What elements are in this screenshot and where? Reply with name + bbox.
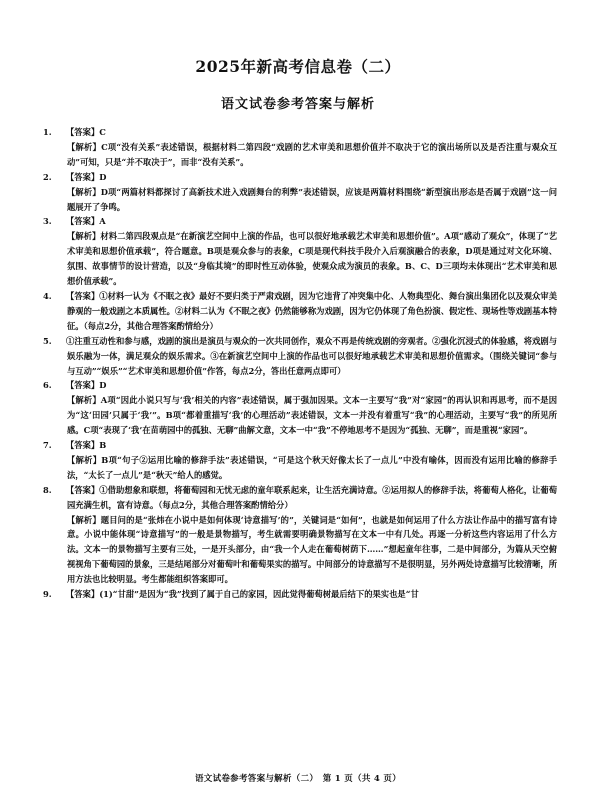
item-8-answer [43,483,557,513]
item-6-answer [43,378,557,393]
item-4-answer-text: 【答案】①材料一认为《不眠之夜》最好不要归类于严肃戏剧，因为它违背了冲突集中化、人物典型化、舞台演出集团化以及观众审美静观的一般戏剧之本质属性。②材料二认为《不眠之夜》仍然能够称为戏剧，因为它仍体现了角色扮演、假定性、现场性等戏剧基本特征。（每点2分，其他合理答案酌情给分） [66,290,557,331]
document-title: 2025年新高考信息卷（二） [195,57,401,76]
item-4-number: 4. [43,290,52,301]
item-3-analysis: 【解析】材料二第四段观点是“在新演艺空间中上演的作品，也可以很好地承载艺术审美和思想价值”。A项“感动了观众”，体现了“艺术审美和思想价值承载”，符合题意。B项是观众参与的表象，C项是现代科技手段介入后观演融合的表象，D项是通过对文化环境、氛围、故事情节的设计营造，以及“身临其境”的即时性互动体验，使观众成为演员的表象。B、C、D三项均未体现出“艺术审美和思想价值承载”。 [67,231,557,287]
item-3-answer [43,214,557,229]
item-7-number: 7. [43,440,52,451]
document-subtitle: 语文试卷参考答案与解析 [220,97,375,112]
item-3-number: 3. [43,216,52,227]
page-footer: 语文试卷参考答案与解析（二） 第 1 页（共 4 页） [194,774,402,784]
item-9-number: 9. [43,589,52,600]
item-7-analysis: 【解析】B项“句子②运用比喻的修辞手法”表述错误，“可是这个秋天好像太长了一点儿”中没有喻体，因而没有运用比喻的修辞手法，“太长了一点儿”是“秋天”给人的感觉。 [67,454,557,480]
item-2-number: 2. [43,171,52,182]
item-1-number: 1. [43,127,52,137]
item-3-answer-text: 【答案】A [66,216,106,227]
item-1-answer-text: 【答案】C [66,127,106,137]
item-5-number: 5. [43,335,52,346]
item-6-answer-text: 【答案】D [66,380,107,391]
item-6-analysis: 【解析】A项“因此小说只写与‘我’相关的内容”表述错误，属于强加因果。文本一主要写“我”对“家园”的再认识和再思考，而不是因为“这‘田园’只属于‘我’”。B项“都着重描写‘我’的心理活动”表述错误，文本一并没有着重写“我”的心理活动，主要写“我”的所见所感。C项“表现了‘我’在苗萌园中的孤独、无聊”曲解文意，文本一中“我”不停地思考不是因为“孤独、无聊”，而是重视“家园”。 [67,395,557,436]
item-9-answer-text: 【答案】(1)“甘甜”是因为“我”找到了属于自己的家园，因此觉得葡萄树最后结下的果实也是“甘 [66,589,419,600]
item-2-answer [43,170,557,185]
item-4-answer [43,289,557,334]
item-5-answer [43,334,557,379]
item-7-answer [43,438,557,453]
item-2-analysis: 【解析】D项“两篇材料都探讨了高新技术进入戏剧舞台的利弊”表述错误，应该是两篇材料围绕“新型演出形态是否属于戏剧”这一问题展开了争鸣。 [67,186,557,212]
item-1-answer [43,125,557,140]
answer-list [43,125,557,602]
item-2-answer-text: 【答案】D [66,171,107,182]
item-8-number: 8. [43,484,52,495]
item-6-number: 6. [43,380,52,391]
item-5-answer-text: ①注重互动性和参与感，戏剧的演出是演员与观众的一次共同创作，观众不再是传统戏剧的旁观者。②强化沉浸式的体验感，将戏剧与娱乐融为一体，满足观众的娱乐需求。③在新演艺空间中上演的作品也可以很好地承载艺术审美和思想价值需求。（围绕关键词“参与与互动”“娱乐”“艺术审美和思想价值”作答，每点2分，答出任意两点即可） [66,335,557,376]
item-8-analysis: 【解析】题目问的是“张炜在小说中是如何体现‘诗意描写’的”，关键词是“如何”，也就是如何运用了什么方法让作品中的描写富有诗意。小说中能体现“诗意描写”的一般是景物描写，考生就需要明确景物描写在文本一中有几处。再逐一分析这些内容运用了什么方法。文本一的景物描写主要有三处，一是开头部分，由“我一个人走在葡萄树荫下……”想起童年往事，二是中间部分，为篇从天空俯视视角下葡萄园的景象，三是结尾部分对葡萄叶和葡萄果实的描写。中间部分的诗意描写不是很明显，另外两处诗意描写比较清晰，所用方法也比较明显。考生都能组织答案即可。 [67,514,557,585]
item-7-answer-text: 【答案】B [66,440,107,451]
item-8-answer-text: 【答案】①借助想象和联想，将葡萄园和无忧无虑的童年联系起来，让生活充满诗意。②运用拟人的修辞手法，将葡萄人格化，让葡萄园充满生机，富有诗意。（每点2分，其他合理答案酌情给分） [66,484,557,510]
item-9-answer [43,587,557,602]
item-1-analysis: 【解析】C项“没有关系”表述错误，根据材料二第四段“戏剧的艺术审美和思想价值并不取决于它的演出场所以及是否注重与观众互动”可知，只是“并不取决于”，而非“没有关系”。 [67,141,557,167]
